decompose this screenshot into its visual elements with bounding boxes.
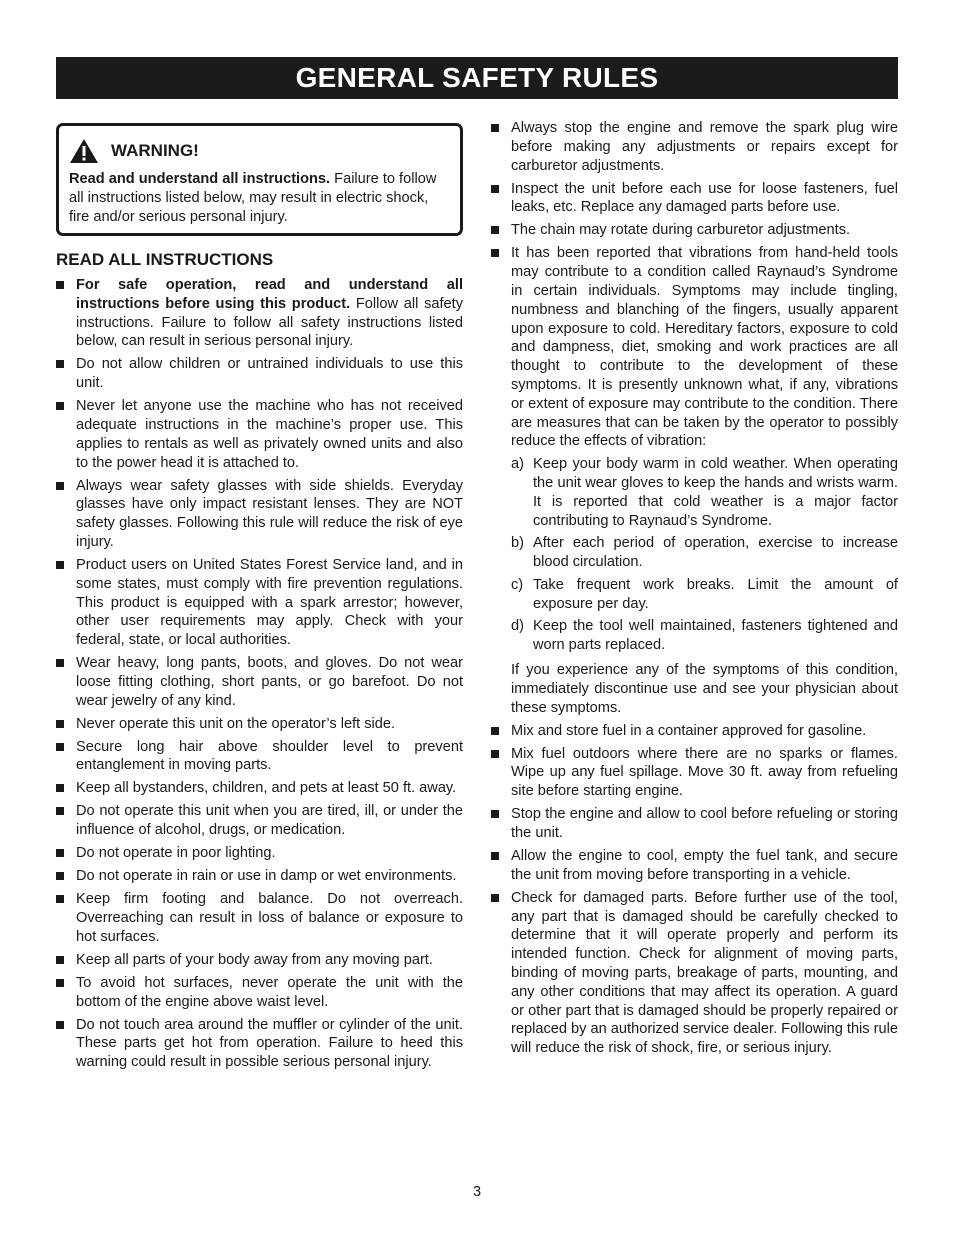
- rule-text: The chain may rotate during carburetor adjustments.: [511, 222, 851, 239]
- rule-text: Mix and store fuel in a container approved for gasoline.: [511, 722, 867, 739]
- page-title: GENERAL SAFETY RULES: [56, 57, 898, 99]
- rule-text: Keep all bystanders, children, and pets at least 50 ft. away.: [76, 780, 457, 797]
- bullet-icon: [491, 894, 499, 902]
- bullet-icon: [56, 872, 64, 880]
- bullet-icon: [56, 659, 64, 667]
- warning-box: [56, 123, 463, 236]
- list-item: [491, 221, 898, 240]
- bullet-icon: [491, 249, 499, 257]
- warning-label: WARNING!: [111, 141, 199, 160]
- rule-text: To avoid hot surfaces, never operate the unit with the bottom of the engine above waist level.: [76, 974, 463, 1010]
- list-item: [491, 889, 898, 1058]
- bullet-icon: [56, 402, 64, 410]
- list-item: [56, 477, 463, 552]
- rule-text: Mix fuel outdoors where there are no sparks or flames. Wipe up any fuel spillage. Move 30 ft. away from refueling site before starting engine.: [511, 745, 898, 800]
- list-item: [56, 397, 463, 472]
- bullet-icon: [56, 849, 64, 857]
- list-item: [56, 867, 463, 886]
- warning-text: [69, 170, 450, 227]
- list-item: [56, 1016, 463, 1072]
- rule-text: Do not operate this unit when you are tired, ill, or under the influence of alcohol, drugs, or medication.: [76, 803, 463, 839]
- bullet-icon: [56, 956, 64, 964]
- bullet-icon: [56, 482, 64, 490]
- list-item: [491, 244, 898, 717]
- bullet-icon: [56, 807, 64, 815]
- list-item: [56, 738, 463, 776]
- right-column: [491, 119, 898, 1062]
- raynaud-followup: If you experience any of the symptoms of this condition, immediately discontinue use and see your physician about these symptoms.: [511, 662, 898, 716]
- rule-text: Do not touch area around the muffler or cylinder of the unit. These parts get hot from operation. Failure to heed this warning could result in possible serious personal injury.: [76, 1016, 463, 1071]
- list-item: [56, 890, 463, 946]
- rule-text: Keep firm footing and balance. Do not overreach. Overreaching can result in loss of balance or exposure to hot surfaces.: [76, 891, 463, 945]
- bullet-icon: [56, 561, 64, 569]
- list-item: [56, 355, 463, 393]
- bullet-icon: [56, 743, 64, 751]
- rule-text: Do not operate in poor lighting.: [76, 845, 276, 862]
- sub-item-text: After each period of operation, exercise to increase blood circulation.: [533, 535, 898, 571]
- bullet-icon: [491, 750, 499, 758]
- list-item: [56, 974, 463, 1012]
- bullet-icon: [56, 281, 64, 289]
- list-item: [491, 722, 898, 741]
- list-item: [491, 805, 898, 843]
- list-item: [491, 119, 898, 175]
- bullet-icon: [491, 124, 499, 132]
- sub-item-text: Keep the tool well maintained, fasteners tightened and worn parts replaced.: [533, 618, 898, 654]
- rule-text: Do not operate in rain or use in damp or wet environments.: [76, 868, 457, 885]
- left-rules-list: [56, 276, 463, 1072]
- rule-text: Do not allow children or untrained individuals to use this unit.: [76, 356, 463, 392]
- list-item: [56, 844, 463, 863]
- warning-triangle-icon: [69, 138, 99, 164]
- list-item: [56, 556, 463, 650]
- bullet-icon: [56, 1021, 64, 1029]
- left-column: [56, 250, 463, 1076]
- list-item: [491, 180, 898, 218]
- sub-list-item: [511, 455, 898, 530]
- bullet-icon: [56, 895, 64, 903]
- bullet-icon: [56, 720, 64, 728]
- list-item: [491, 847, 898, 885]
- rule-text: Stop the engine and allow to cool before refueling or storing the unit.: [511, 806, 898, 842]
- bullet-icon: [56, 979, 64, 987]
- list-item: [491, 745, 898, 801]
- rule-text: Never let anyone use the machine who has not received adequate instructions in the machine’s proper use. This applies to rentals as well as privately owned units and also to the power head it is attached to.: [76, 398, 463, 471]
- bullet-icon: [491, 727, 499, 735]
- bullet-icon: [491, 185, 499, 193]
- right-rules-list: [491, 119, 898, 1058]
- first-rule-text: Follow all safety instructions. Failure to follow all safety instructions listed below, can result in serious personal injury.: [76, 295, 463, 350]
- list-item: [56, 276, 463, 351]
- warning-body: Failure to follow all instructions listed below, may result in electric shock, fire and/or serious personal injury.: [69, 171, 437, 225]
- sub-item-text: Take frequent work breaks. Limit the amount of exposure per day.: [533, 576, 898, 612]
- warning-header: [69, 137, 450, 165]
- bullet-icon: [56, 360, 64, 368]
- list-item: [56, 802, 463, 840]
- rule-text: Check for damaged parts. Before further use of the tool, any part that is damaged should be carefully checked to determine that it will operate properly and perform its intended function. Check for alignment of moving parts, binding of moving parts, breakage of parts, mounting, and any other conditions that may affect its operation. A guard or other part that is damaged should be properly repaired or replaced by an authorized service dealer. Following this rule will reduce the risk of shock, fire, or serious injury.: [511, 889, 898, 1057]
- rule-text: Never operate this unit on the operator’s left side.: [76, 715, 396, 732]
- rule-text: Allow the engine to cool, empty the fuel tank, and secure the unit from moving before transporting in a vehicle.: [511, 848, 898, 883]
- rule-text: It has been reported that vibrations from hand-held tools may contribute to a condition called Raynaud’s Syndrome in certain individuals. Symptoms may include tingling, numbness and blanching of the fingers, usually apparent upon exposure to cold. Hereditary factors, exposure to cold and dampness, diet, smoking and work practices are all thought to contribute to the development of these symptoms. It is presently unknown what, if any, vibrations or extent of exposure may contribute to the condition. There are measures that can be taken by the operator to possibly reduce the effects of vibration:: [511, 245, 898, 450]
- sub-list-item: [511, 576, 898, 614]
- sub-item-letter: a): [511, 456, 524, 473]
- list-item: [56, 654, 463, 710]
- rule-text: Secure long hair above shoulder level to prevent entanglement in moving parts.: [76, 738, 463, 774]
- page-number: 3: [472, 1184, 482, 1200]
- bullet-icon: [491, 810, 499, 818]
- bullet-icon: [491, 226, 499, 234]
- rule-text: Always wear safety glasses with side shields. Everyday glasses have only impact resistant lenses. They are NOT safety glasses. Following this rule will reduce the risk of eye injury.: [76, 477, 463, 550]
- section-heading: READ ALL INSTRUCTIONS: [56, 250, 274, 269]
- sub-item-letter: b): [511, 535, 524, 552]
- sub-item-letter: d): [511, 618, 524, 635]
- vibration-measures-list: [511, 455, 898, 655]
- sub-item-letter: c): [511, 576, 524, 593]
- warning-lead: Read and understand all instructions.: [69, 171, 331, 187]
- first-rule-bold: For safe operation, read and understand all instructions before using this product.: [76, 277, 463, 312]
- list-item: [56, 779, 463, 798]
- sub-list-item: [511, 534, 898, 572]
- list-item: [56, 951, 463, 970]
- list-item: [56, 715, 463, 734]
- rule-text: Inspect the unit before each use for loose fasteners, fuel leaks, etc. Replace any damaged parts before use.: [511, 180, 898, 216]
- rule-text: Wear heavy, long pants, boots, and gloves. Do not wear loose fitting clothing, short pants, or go barefoot. Do not wear jewelry of any kind.: [76, 655, 463, 709]
- bullet-icon: [56, 784, 64, 792]
- bullet-icon: [491, 852, 499, 860]
- rule-text: Product users on United States Forest Service land, and in some states, must comply with fire prevention regulations. This product is equipped with a spark arrestor; however, other user requirements may apply. Check with your federal, state, or local authorities.: [76, 556, 463, 649]
- rule-text: Keep all parts of your body away from any moving part.: [76, 951, 433, 968]
- sub-list-item: [511, 617, 898, 655]
- sub-item-text: Keep your body warm in cold weather. When operating the unit wear gloves to keep the hands and wrists warm. It is reported that cold weather is a major factor contributing to Raynaud’s Syndrome.: [533, 456, 898, 529]
- rule-text: Always stop the engine and remove the spark plug wire before making any adjustments or repairs except for carburetor adjustments.: [511, 120, 898, 174]
